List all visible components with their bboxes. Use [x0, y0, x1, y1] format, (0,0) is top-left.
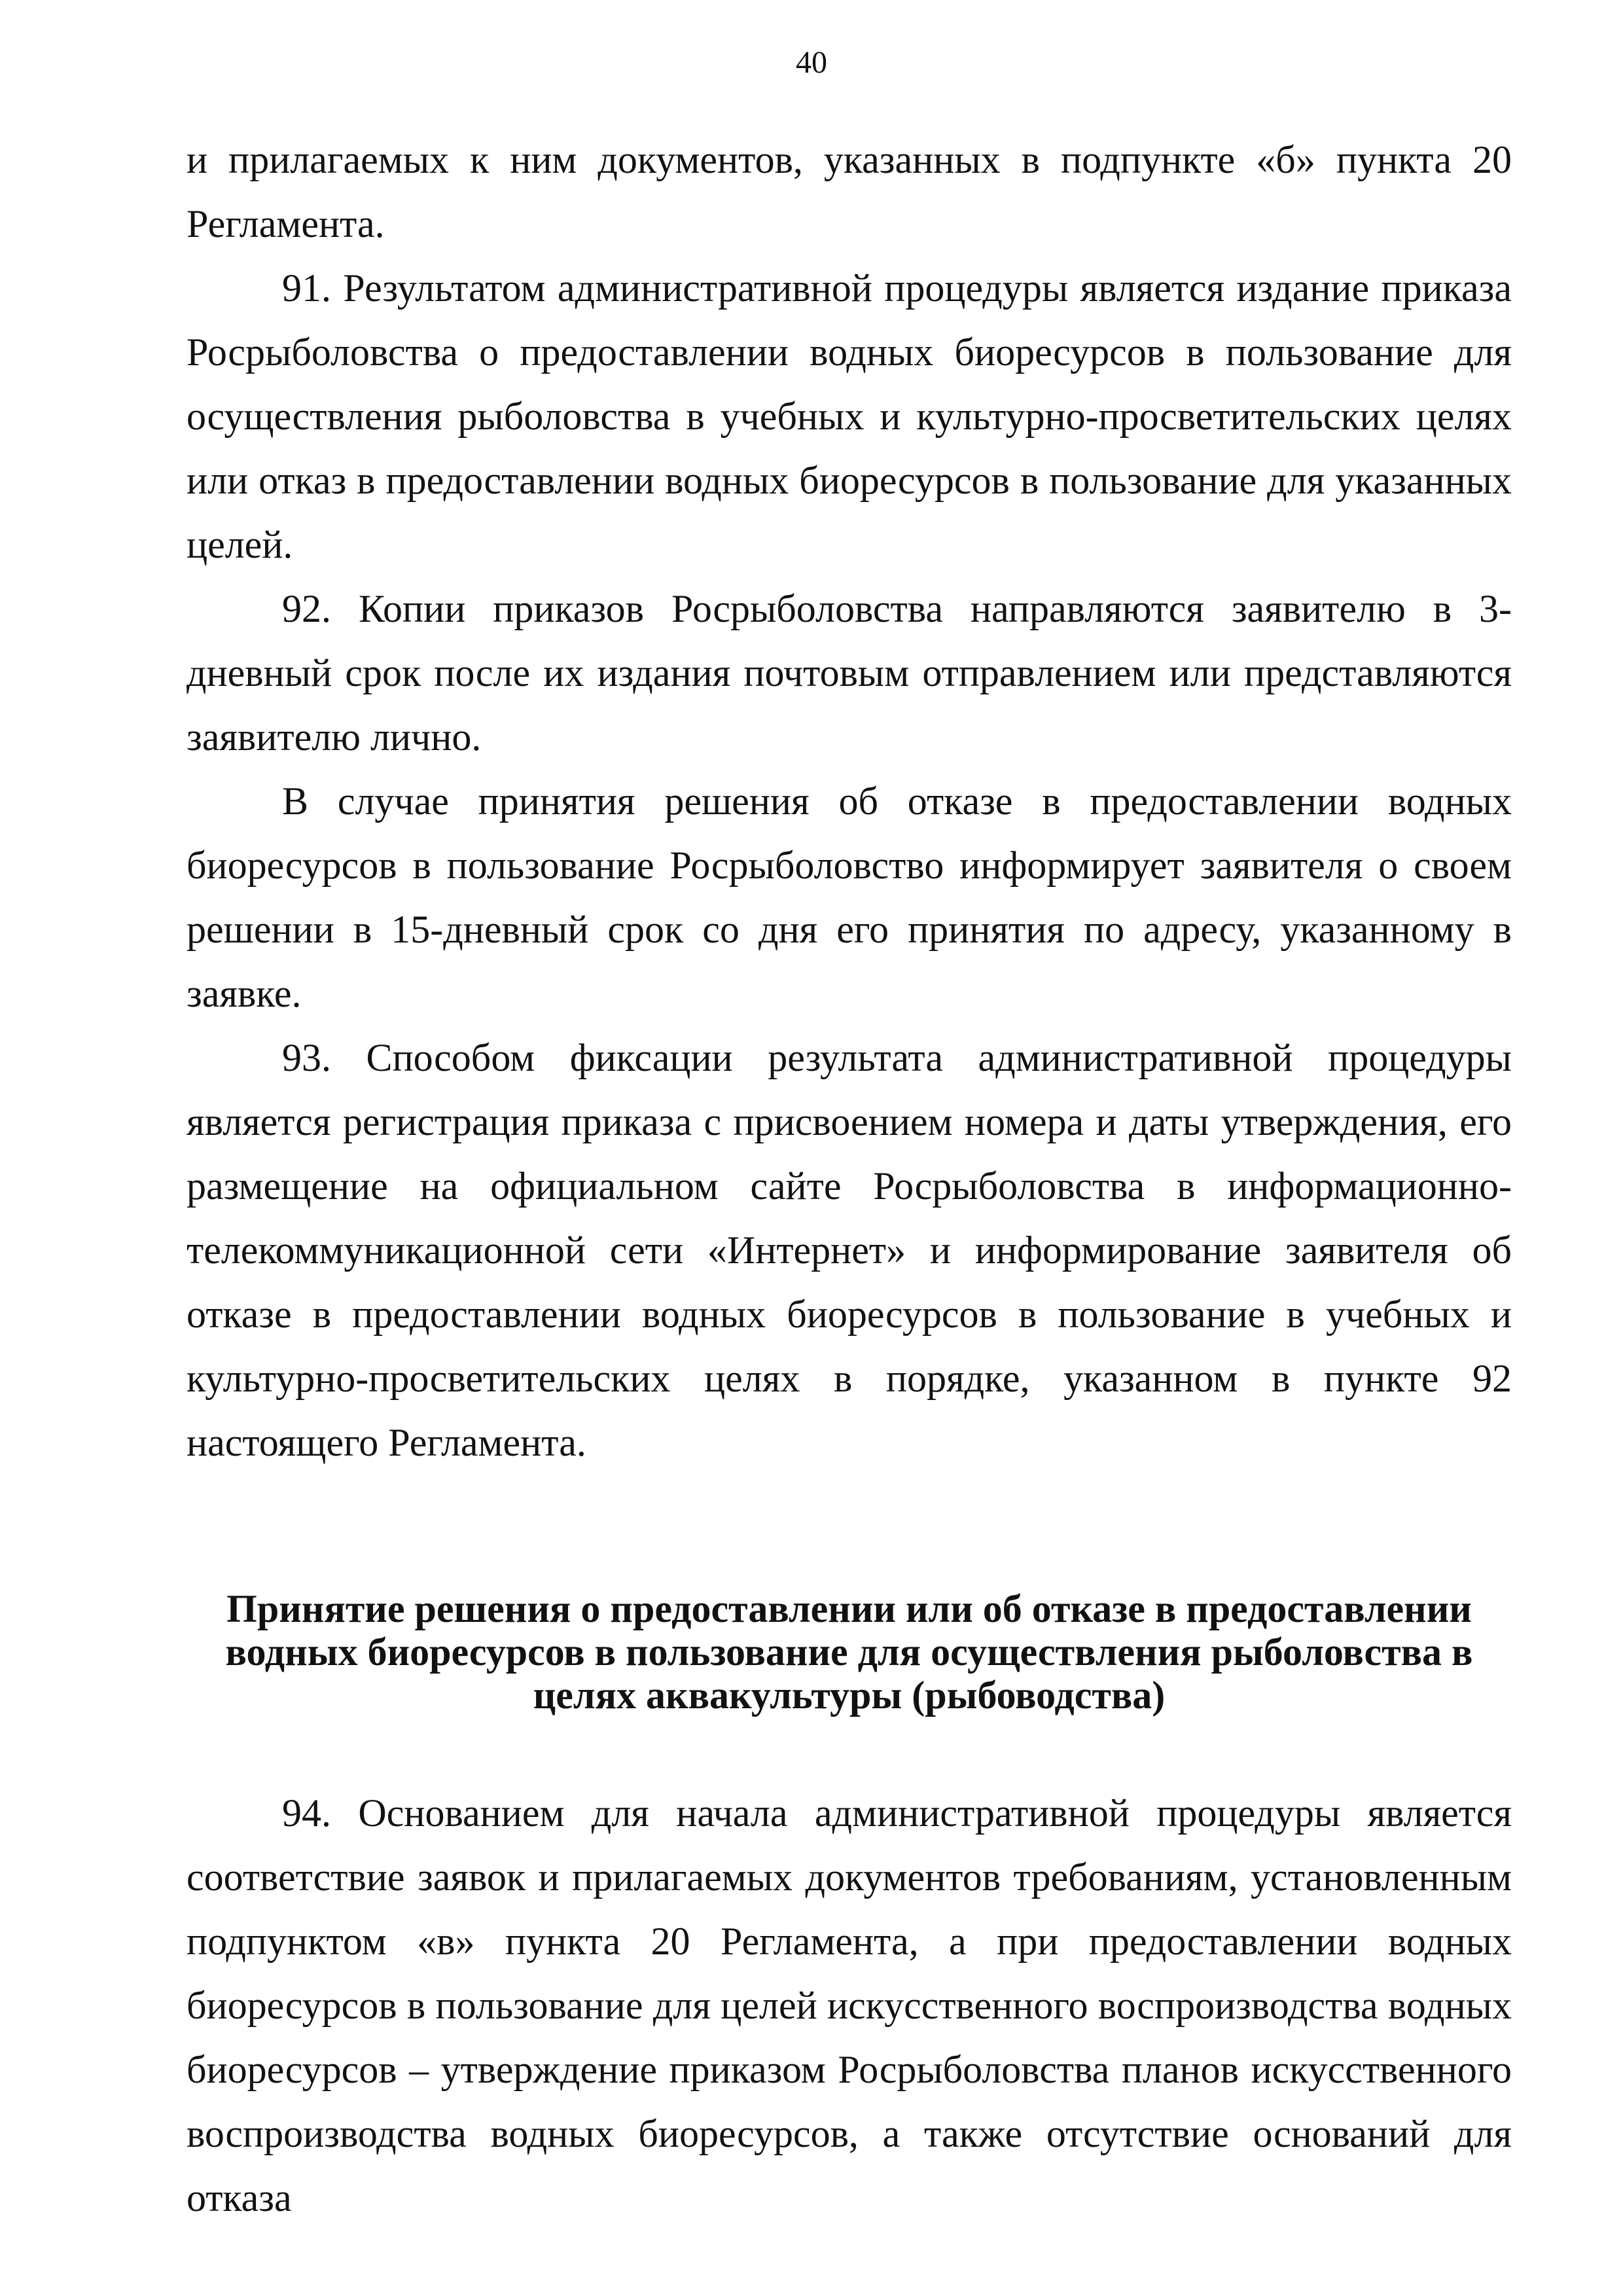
- paragraph-91: 91. Результатом административной процедуры является издание приказа Росрыболовства о предоставлении водных биоресурсов в пользование для осуществления рыболовства в учебных и культурно-просветительских целях или отказ в предоставлении водных биоресурсов в пользование для указанных целей.: [187, 266, 1512, 566]
- paragraph-94: 94. Основанием для начала административной процедуры является соответствие заявок и прилагаемых документов требованиям, установленным подпунктом «в» пункта 20 Регламента, а при предоставлении водных биоресурсов в пользование для целей искусственного воспроизводства водных биоресурсов – утверждение приказом Росрыболовства планов искусственного воспроизводства водных биоресурсов, а также отсутствие оснований для отказа: [187, 1791, 1512, 2219]
- paragraph-continuation: и прилагаемых к ним документов, указанных в подпункте «б» пункта 20 Регламента.: [187, 138, 1512, 245]
- document-body: [187, 128, 1512, 2230]
- page-number: 40: [796, 45, 827, 80]
- paragraph-93: 93. Способом фиксации результата административной процедуры является регистрация приказа с присвоением номера и даты утверждения, его размещение на официальном сайте Росрыболовства в информационно-телекоммуникационной сети «Интернет» и информирование заявителя об отказе в предоставлении водных биоресурсов в пользование в учебных и культурно-просветительских целях в порядке, указанном в пункте 92 настоящего Регламента.: [187, 1036, 1512, 1464]
- paragraph-refusal-notice: В случае принятия решения об отказе в предоставлении водных биоресурсов в пользование Росрыболовство информирует заявителя о своем решении в 15-дневный срок со дня его принятия по адресу, указанному в заявке.: [187, 780, 1512, 1015]
- paragraph-92: 92. Копии приказов Росрыболовства направляются заявителю в 3-дневный срок после их издания почтовым отправлением или представляются заявителю лично.: [187, 587, 1512, 759]
- section-heading: Принятие решения о предоставлении или об отказе в предоставлении водных биоресурсов в пользование для осуществления рыболовства в целях аквакультуры (рыбоводства): [225, 1587, 1473, 1717]
